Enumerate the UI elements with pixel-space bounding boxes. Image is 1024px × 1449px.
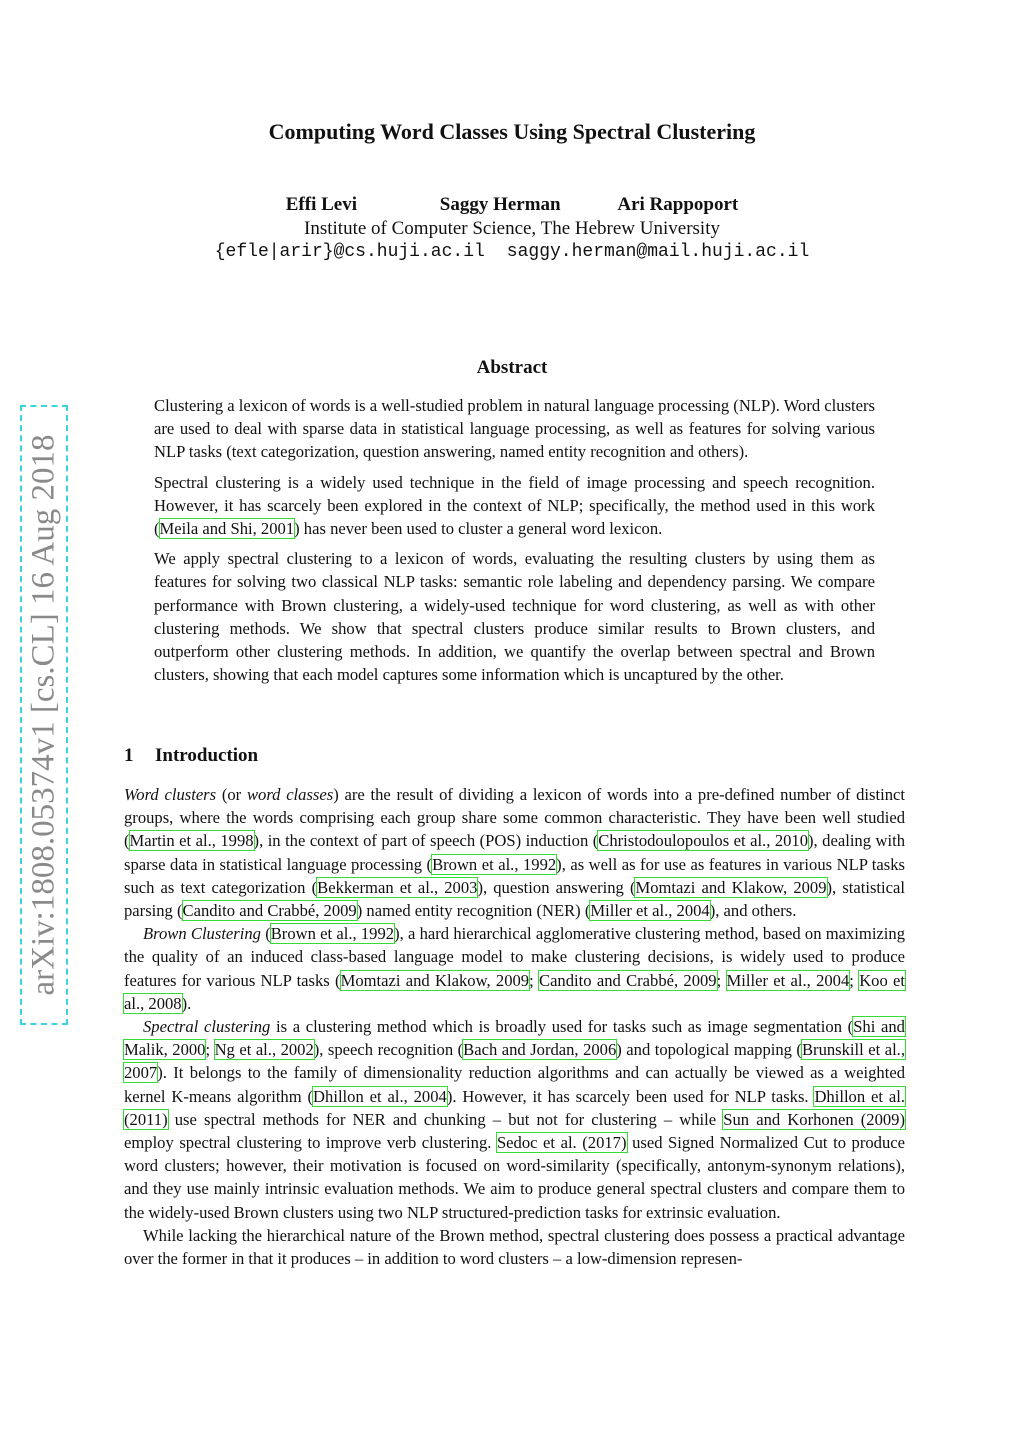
abstract-paragraph-2 — [154, 471, 875, 541]
email-2: saggy.herman@mail.huji.ac.il — [506, 242, 810, 262]
author-3: Ari Rappoport — [617, 194, 739, 215]
affiliation: Institute of Computer Science, The Hebrew University — [304, 218, 720, 239]
citation-link[interactable]: Sun and Korhonen (2009) — [723, 1109, 906, 1129]
citation-link[interactable]: Brown et al., 1992 — [270, 924, 395, 944]
citation-link[interactable]: Martin et al., 1998 — [129, 831, 254, 851]
citation-link[interactable]: Brown et al., 1992 — [432, 854, 557, 874]
text-span: ) named entity recognition (NER) ( — [356, 901, 591, 921]
citation-link[interactable]: Brunskill et al., 2007 — [124, 1040, 905, 1083]
text-span: ( — [260, 924, 271, 944]
abstract-heading: Abstract — [476, 357, 548, 378]
text-span: ), dealing with sparse data in statistical language processing ( — [124, 831, 905, 874]
intro-paragraph-1 — [124, 783, 905, 922]
citation-link[interactable]: Shi and Malik, 2000 — [124, 1017, 905, 1060]
introduction-body — [124, 783, 905, 1270]
text-span: (or — [216, 785, 247, 804]
text-span: ). However, it has scarcely been used for NLP tasks. — [446, 1086, 815, 1106]
abstract-body — [154, 394, 875, 693]
text-span: ) and topological mapping ( — [616, 1040, 802, 1060]
author-emails — [0, 242, 1024, 262]
text-span: employ spectral clustering to improve verb clustering. — [124, 1133, 497, 1153]
citation-link[interactable]: Dhillon et al., 2004 — [313, 1086, 447, 1106]
citation-link[interactable]: Bekkerman et al., 2003 — [317, 877, 478, 897]
text-span: ; — [849, 970, 860, 990]
author-2: Saggy Herman — [439, 194, 561, 215]
text-span: Spectral clustering is a widely used technique in the field of image processing and speech recognition. However, it has scarcely been explored in the context of NLP; specifically, the method used in this work ( — [154, 472, 875, 539]
text-span: ; — [529, 970, 539, 990]
text-span: ), and others. — [709, 901, 797, 921]
citation-link[interactable]: Candito and Crabbé, 2009 — [539, 970, 717, 990]
section-number: 1 — [124, 745, 134, 766]
email-1: {efle|arir}@cs.huji.ac.il — [214, 242, 485, 262]
citation-link[interactable]: Koo et al., 2008 — [124, 970, 906, 1013]
text-span: ), as well as for use as features in various NLP tasks such as text categorization ( — [124, 854, 905, 897]
section-title: Introduction — [155, 745, 259, 766]
text-span: ; — [716, 970, 727, 990]
paper-title: Computing Word Classes Using Spectral Clustering — [268, 119, 756, 144]
section-heading-introduction — [124, 745, 258, 767]
emphasis: Brown Clustering — [143, 924, 261, 944]
intro-paragraph-2 — [124, 922, 905, 1015]
citation-link[interactable]: Sedoc et al. (2017) — [496, 1133, 627, 1153]
text-span: ), question answering ( — [477, 877, 636, 897]
text-span: ). — [181, 993, 192, 1013]
citation-link[interactable]: Ng et al., 2002 — [214, 1040, 314, 1060]
text-span: ), statistical parsing ( — [124, 877, 905, 921]
author-1: Effi Levi — [285, 194, 357, 215]
text-span: ) are the result of dividing a lexicon of words into a pre-defined number of distinct groups, where the words comprising each group share some common characteristic. They have been well studied ( — [124, 785, 905, 851]
intro-paragraph-4: While lacking the hierarchical nature of the Brown method, spectral clustering does possess a practical advantage over the former in that it produces – in addition to word clusters – a low-dimension represen- — [124, 1225, 905, 1269]
text-span: is a clustering method which is broadly used for tasks such as image segmentation ( — [270, 1017, 854, 1037]
abstract-paragraph-3: We apply spectral clustering to a lexicon of words, evaluating the resulting clusters by using them as features for solving two classical NLP tasks: semantic role labeling and dependency parsing. We compare performance with Brown clustering, a widely-used technique for word clustering, as well as with other clustering methods. We show that spectral clusters produce similar results to Brown clusters, and outperform other clustering methods. In addition, we quantify the overlap between spectral and Brown clusters, showing that each model captures some information which is uncaptured by the other. — [154, 549, 875, 685]
citation-link[interactable]: Miller et al., 2004 — [590, 901, 710, 921]
emphasis: Word clusters — [124, 785, 217, 804]
text-span: used Signed Normalized Cut to produce word clusters; however, their motivation is focused on word-similarity (specifically, antonym-synonym relations), and they use mainly intrinsic evaluation methods. We aim to produce general spectral clusters and compare them to the widely-used Brown clusters using two NLP structured-prediction tasks for extrinsic evaluation. — [124, 1133, 905, 1222]
emphasis: Spectral clustering — [143, 1017, 271, 1037]
citation-link[interactable]: Momtazi and Klakow, 2009 — [340, 970, 530, 990]
citation-link[interactable]: Dhillon et al. (2011) — [124, 1086, 905, 1129]
text-span: ). It belongs to the family of dimensionality reduction algorithms and can actually be viewed as a weighted kernel K-means algorithm ( — [124, 1063, 905, 1106]
arxiv-identifier-stamp — [20, 405, 68, 1025]
text-span: ), a hard hierarchical agglomerative clustering method, based on maximizing the quality of an induced class-based language model to make clustering decisions, is widely used to produce features for various NLP tasks ( — [124, 924, 905, 990]
citation-link[interactable]: Christodoulopoulos et al., 2010 — [598, 831, 809, 851]
text-span: ), speech recognition ( — [313, 1040, 464, 1060]
citation-link[interactable]: Candito and Crabbé, 2009 — [182, 901, 357, 921]
citation-link[interactable]: Miller et al., 2004 — [726, 970, 850, 990]
intro-paragraph-3 — [124, 1015, 905, 1224]
citation-link[interactable]: Momtazi and Klakow, 2009 — [635, 877, 827, 897]
text-span: ) has never been used to cluster a general word lexicon. — [294, 519, 663, 539]
text-span: ), in the context of part of speech (POS) induction ( — [253, 831, 599, 851]
arxiv-identifier: arXiv:1808.05374v1 [cs.CL] 16 Aug 2018 — [25, 434, 62, 996]
citation-link[interactable]: Meila and Shi, 2001 — [159, 519, 295, 539]
text-span: use spectral methods for NER and chunking – but not for clustering – while — [167, 1109, 724, 1129]
citation-link[interactable]: Bach and Jordan, 2006 — [463, 1040, 617, 1060]
emphasis: word classes — [246, 785, 334, 804]
abstract-paragraph-1: Clustering a lexicon of words is a well-studied problem in natural language processing (NLP). Word clusters are used to deal with sparse data in statistical language processing, as well as features for solving various NLP tasks (text categorization, question answering, named entity recognition and others). — [154, 396, 875, 462]
author-list — [0, 194, 1024, 216]
text-span: ; — [205, 1040, 215, 1060]
